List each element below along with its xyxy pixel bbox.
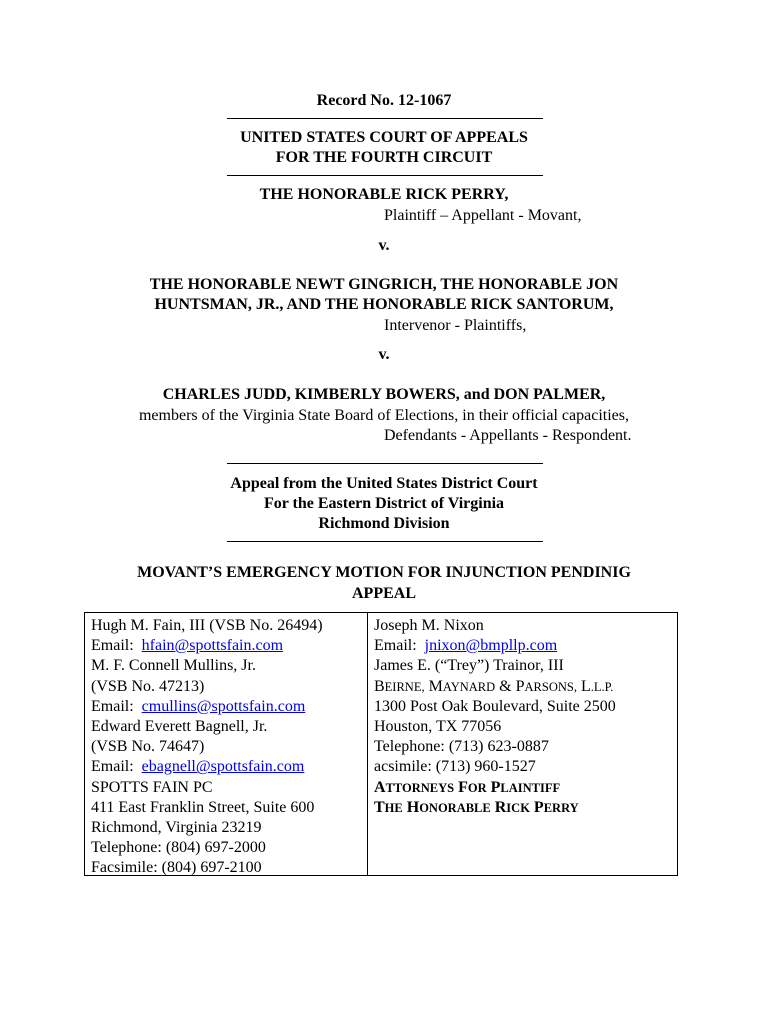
versus-2: v. [378,346,390,363]
record-number: Record No. 12-1067 [316,92,452,109]
defendants-names: CHARLES JUDD, KIMBERLY BOWERS, and DON PALMER, [162,386,606,403]
appeal-line3: Richmond Division [318,515,450,532]
divider-line [227,175,543,176]
email-label: Email: [91,758,134,776]
address-line: Richmond, Virginia 23219 [91,819,262,837]
facsimile: Facsimile: (804) 697-2100 [91,859,262,877]
email-row [91,636,323,656]
counsel-name: James E. (“Trey”) Trainor, III [374,657,564,675]
court-name-line1: UNITED STATES COURT OF APPEALS [240,129,528,146]
email-row [91,757,323,777]
email-link[interactable]: hfain@spottsfain.com [141,637,284,655]
table-column-divider [367,613,368,875]
intervenors-line2: HUNTSMAN, JR., AND THE HONORABLE RICK SANTORUM, [154,296,614,313]
counsel-name: Joseph M. Nixon [374,617,484,634]
email-link[interactable]: ebagnell@spottsfain.com [141,758,305,776]
firm-name: BEIRNE, MAYNARD & PARSONS, L.L.P. [374,677,614,695]
plaintiff-role: Plaintiff – Appellant - Movant, [384,207,582,224]
address-line: Houston, TX 77056 [374,718,502,736]
counsel-table [84,612,678,876]
email-label: Email: [91,637,134,655]
facsimile: acsimile: (713) 960-1527 [374,758,536,776]
plaintiff-name: THE HONORABLE RICK PERRY, [259,186,509,203]
divider-line [227,118,543,119]
email-link[interactable]: cmullins@spottsfain.com [141,697,306,715]
divider-line [227,541,543,542]
counsel-name: M. F. Connell Mullins, Jr. [91,657,256,675]
email-row [91,697,323,717]
firm-name: SPOTTS FAIN PC [91,778,213,796]
bar-number: (VSB No. 47213) [91,677,205,695]
address-line: 411 East Franklin Street, Suite 600 [91,798,315,816]
versus-1: v. [378,237,390,254]
email-label: Email: [374,637,417,655]
counsel-name: Hugh M. Fain, III (VSB No. 26494) [91,617,323,634]
telephone: Telephone: (804) 697-2000 [91,839,266,857]
motion-title-line2: APPEAL [352,585,416,602]
court-name-line2: FOR THE FOURTH CIRCUIT [275,149,493,166]
divider-line [227,463,543,464]
telephone: Telephone: (713) 623-0887 [374,738,549,756]
client-name: THE HONORABLE RICK PERRY [374,798,579,816]
appeal-line1: Appeal from the United States District Court [230,475,538,492]
email-label: Email: [91,697,134,715]
email-row [374,636,616,656]
counsel-right-column [374,616,616,818]
intervenors-line1: THE HONORABLE NEWT GINGRICH, THE HONORABLE JON [149,276,619,293]
attorneys-for-label: ATTORNEYS FOR PLAINTIFF [374,778,561,796]
appeal-line2: For the Eastern District of Virginia [263,495,505,512]
email-link[interactable]: jnixon@bmpllp.com [424,637,558,655]
motion-title-line1: MOVANT’S EMERGENCY MOTION FOR INJUNCTION PENDINIG [137,564,631,581]
bar-number: (VSB No. 74647) [91,738,205,756]
counsel-name: Edward Everett Bagnell, Jr. [91,718,268,736]
defendants-description: members of the Virginia State Board of Elections, in their official capacities, [138,407,629,424]
address-line: 1300 Post Oak Boulevard, Suite 2500 [374,697,616,715]
counsel-left-column [91,616,323,879]
defendants-role: Defendants - Appellants - Respondent. [384,427,632,444]
intervenors-role: Intervenor - Plaintiffs, [384,317,527,334]
